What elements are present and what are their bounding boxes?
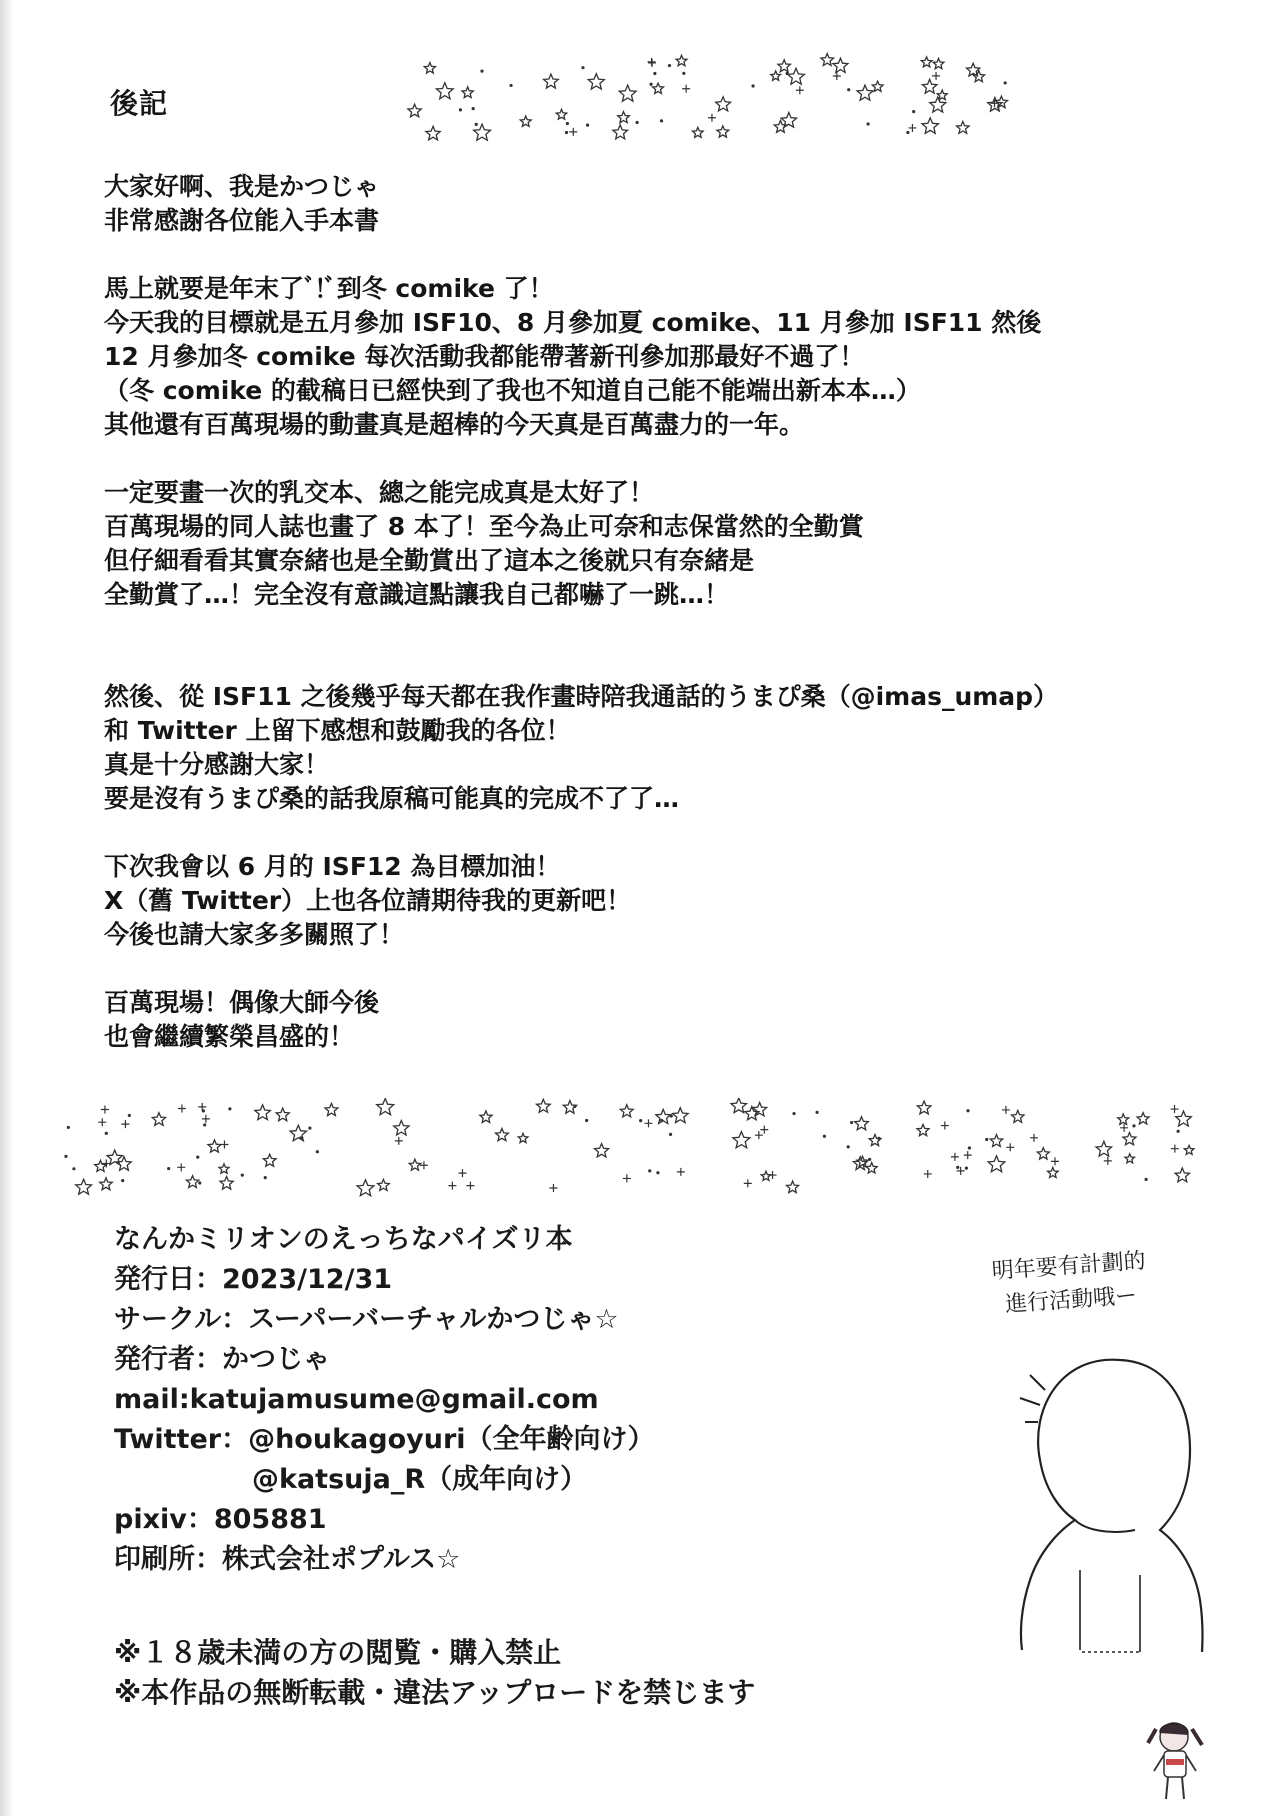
sparkle-glyph	[708, 114, 716, 122]
star-glyph	[186, 1176, 198, 1188]
star-glyph	[619, 85, 636, 101]
star-glyph	[409, 1159, 421, 1170]
star-glyph	[872, 81, 883, 91]
dot-glyph	[241, 1174, 244, 1177]
star-glyph	[520, 116, 531, 126]
dot-glyph	[966, 1109, 969, 1112]
circle-name: サークル：スーパーバーチャルかつじゃ☆	[114, 1304, 619, 1335]
star-glyph	[745, 1107, 759, 1120]
dot-glyph	[956, 1166, 959, 1169]
dot-glyph	[1132, 1124, 1135, 1127]
middle-star-decoration	[50, 1098, 1200, 1198]
dot-glyph	[566, 122, 569, 125]
sparkle-glyph	[644, 1119, 652, 1127]
star-glyph	[394, 1121, 409, 1136]
star-glyph	[788, 68, 805, 84]
twitter-account-all-ages: Twitter：@houkagoyuri（全年齢向け）	[114, 1424, 655, 1455]
star-glyph	[1096, 1141, 1112, 1156]
star-glyph	[620, 1105, 633, 1117]
text-line: 12 月參加冬 comike 每次活動我都能帶著新刊參加那最好不過了！	[104, 342, 865, 371]
star-glyph	[733, 1132, 750, 1148]
star-glyph	[990, 1135, 1003, 1147]
star-glyph	[219, 1164, 229, 1174]
text-line: 其他還有百萬現場的動畫真是超棒的今天真是百萬盡力的一年。	[104, 410, 805, 439]
sparkle-glyph	[420, 1161, 428, 1169]
text-line: 全勤賞了…！完全沒有意識這點讓我自己都嚇了一跳…！	[104, 580, 730, 609]
star-glyph	[544, 74, 559, 88]
dot-glyph	[316, 1150, 319, 1153]
star-glyph	[100, 1178, 113, 1190]
sparkle-glyph	[951, 1153, 959, 1161]
dot-glyph	[1145, 1178, 1148, 1181]
dot-glyph	[815, 1111, 818, 1114]
printer: 印刷所：株式会社ポプルス☆	[114, 1544, 461, 1575]
dot-glyph	[475, 123, 478, 126]
dot-glyph	[105, 1132, 108, 1135]
text-line: 非常感謝各位能入手本書	[104, 206, 380, 235]
paragraph-next-event	[104, 850, 1144, 952]
sparkle-glyph	[569, 128, 577, 136]
dot-glyph	[472, 107, 475, 110]
mail-address: mail:katujamusume@gmail.com	[114, 1384, 599, 1415]
star-glyph	[761, 1171, 771, 1180]
star-glyph	[588, 74, 604, 89]
afterword-heading: 後記	[110, 87, 169, 120]
text-line: 然後、從 ISF11 之後幾乎每天都在我作畫時陪我通話的うまぴ桑（@imas_umap）	[104, 682, 1059, 711]
sparkle-glyph	[1002, 1106, 1010, 1114]
dot-glyph	[264, 1176, 267, 1179]
sparkle-glyph	[1171, 1145, 1179, 1153]
character-sketch	[990, 1330, 1230, 1664]
dot-glyph	[649, 83, 652, 86]
dot-glyph	[196, 1156, 199, 1159]
star-glyph	[656, 1109, 671, 1123]
dot-glyph	[565, 131, 568, 134]
sparkle-glyph	[448, 1182, 456, 1190]
dot-glyph	[128, 1114, 131, 1117]
dot-glyph	[751, 84, 754, 87]
text-line: 百萬現場！偶像大師今後	[104, 988, 380, 1017]
text-line: 今天我的目標就是五月參加 ISF10、8 月參加夏 comike、11 月參加 ISF11 然後	[104, 308, 1042, 337]
paragraph-greeting	[104, 170, 1144, 238]
sparkle-glyph	[198, 1103, 206, 1111]
star-glyph	[833, 58, 848, 72]
star-glyph	[857, 85, 873, 100]
dot-glyph	[167, 1167, 170, 1170]
star-glyph	[855, 1117, 869, 1130]
star-glyph	[921, 57, 932, 67]
dot-glyph	[847, 88, 850, 91]
star-glyph	[357, 1180, 374, 1196]
dot-glyph	[198, 1181, 201, 1184]
sparkle-glyph	[1030, 1134, 1038, 1142]
star-glyph	[208, 1140, 221, 1152]
star-glyph	[95, 1160, 107, 1171]
sparkle-glyph	[121, 1120, 129, 1128]
star-glyph	[378, 1179, 390, 1190]
dot-glyph	[203, 1123, 206, 1126]
sparkle-glyph	[941, 1122, 949, 1130]
text-line: （冬 comike 的截稿日已經快到了我也不知道自己能不能端出新本本…）	[104, 376, 921, 405]
star-glyph	[717, 126, 729, 137]
dot-glyph	[653, 72, 656, 75]
star-glyph	[869, 1135, 881, 1146]
star-glyph	[922, 79, 937, 93]
paragraph-thanks	[104, 680, 1144, 816]
dot-glyph	[459, 108, 462, 111]
star-glyph	[618, 112, 630, 123]
star-glyph	[1048, 1167, 1059, 1177]
star-glyph	[377, 1099, 394, 1115]
sparkle-glyph	[964, 1151, 972, 1159]
sparkle-glyph	[549, 1184, 557, 1192]
dot-glyph	[660, 119, 663, 122]
dot-glyph	[480, 70, 483, 73]
dot-glyph	[866, 122, 869, 125]
star-glyph	[595, 1144, 609, 1157]
dot-glyph	[581, 66, 584, 69]
dot-glyph	[121, 1179, 124, 1182]
handwritten-note	[948, 1242, 1192, 1327]
star-glyph	[107, 1150, 122, 1165]
text-line: 下次我會以 6 月的 ISF12 為目標加油！	[104, 852, 561, 881]
book-title: なんかミリオンのえっちなパイズリ本	[114, 1224, 573, 1255]
dot-glyph	[660, 1119, 663, 1122]
issue-date: 発行日：2023/12/31	[114, 1264, 393, 1295]
text-line: 馬上就要是年末了ﾞ!ﾞ到冬 comike 了！	[104, 274, 554, 303]
star-glyph	[933, 58, 944, 68]
star-glyph	[693, 127, 704, 137]
sparkle-glyph	[755, 1131, 763, 1139]
dot-glyph	[682, 72, 685, 75]
star-glyph	[922, 118, 938, 133]
sparkle-glyph	[202, 1115, 210, 1123]
star-glyph	[290, 1125, 306, 1141]
sparkle-glyph	[833, 72, 841, 80]
dot-glyph	[656, 1171, 659, 1174]
sparkle-glyph	[932, 72, 940, 80]
sparkle-glyph	[1006, 1143, 1014, 1151]
dot-glyph	[648, 1169, 651, 1172]
afterword-body	[104, 170, 1144, 1088]
dot-glyph	[64, 1155, 67, 1158]
star-glyph	[1184, 1145, 1194, 1154]
star-glyph	[263, 1154, 276, 1166]
star-glyph	[462, 87, 473, 98]
star-glyph	[1123, 1133, 1136, 1145]
text-line: 百萬現場的同人誌也畫了 8 本了！至今為止可奈和志保當然的全勤賞	[104, 512, 864, 541]
star-glyph	[424, 63, 435, 74]
star-glyph	[556, 109, 566, 119]
twitter-account-adult: @katsuja_R（成年向け）	[252, 1464, 588, 1495]
sparkle-glyph	[760, 1126, 768, 1134]
star-glyph	[753, 1102, 767, 1115]
text-line: 真是十分感謝大家！	[104, 750, 330, 779]
dot-glyph	[868, 1158, 871, 1161]
star-glyph	[787, 1181, 799, 1193]
sparkle-glyph	[623, 1174, 631, 1182]
star-glyph	[325, 1103, 338, 1115]
star-glyph	[716, 97, 731, 111]
legal-warnings	[114, 1633, 755, 1713]
sparkle-glyph	[466, 1182, 474, 1190]
star-glyph	[957, 122, 970, 134]
star-glyph	[653, 83, 664, 93]
star-glyph	[673, 1108, 689, 1123]
sparkle-glyph	[682, 85, 690, 93]
star-glyph	[821, 54, 834, 66]
star-glyph	[917, 1124, 929, 1135]
star-glyph	[152, 1113, 165, 1126]
star-glyph	[1118, 1114, 1129, 1125]
sparkle-glyph	[924, 1170, 932, 1178]
publisher: 発行者：かつじゃ	[114, 1344, 330, 1375]
dot-glyph	[1004, 81, 1007, 84]
sparkle-glyph	[1104, 1157, 1112, 1165]
star-glyph	[255, 1105, 270, 1120]
star-glyph	[1175, 1168, 1189, 1182]
dot-glyph	[668, 64, 671, 67]
star-glyph	[1125, 1154, 1135, 1163]
sparkle-glyph	[677, 1168, 685, 1176]
star-glyph	[917, 1101, 931, 1114]
text-line: X（舊 Twitter）上也各位請期待我的更新吧！	[104, 886, 632, 915]
paragraph-book-notes	[104, 476, 1144, 612]
dot-glyph	[847, 1145, 850, 1148]
star-glyph	[276, 1108, 289, 1121]
star-glyph	[1176, 1111, 1192, 1126]
star-glyph	[537, 1099, 551, 1112]
star-glyph	[731, 1098, 747, 1113]
dot-glyph	[823, 1135, 826, 1138]
sparkle-glyph	[98, 1118, 106, 1126]
star-glyph	[408, 104, 421, 117]
star-glyph	[613, 125, 628, 139]
dot-glyph	[509, 84, 512, 87]
note-line: 進行活動哦ー	[1004, 1283, 1138, 1318]
dot-glyph	[573, 1105, 576, 1108]
sparkle-glyph	[648, 58, 656, 66]
star-glyph	[676, 55, 687, 65]
text-line: 今後也請大家多多關照了！	[104, 920, 405, 949]
star-glyph	[496, 1129, 509, 1141]
paragraph-year-end	[104, 272, 1144, 442]
dot-glyph	[792, 1112, 795, 1115]
dot-glyph	[639, 1119, 642, 1122]
dot-glyph	[72, 1167, 75, 1170]
star-glyph	[518, 1133, 528, 1142]
dot-glyph	[985, 1138, 988, 1141]
sparkle-glyph	[395, 1137, 403, 1145]
star-glyph	[771, 71, 781, 80]
star-glyph	[480, 1111, 492, 1123]
copyright-warning: ※本作品の無断転載・違法アップロードを禁じます	[114, 1676, 756, 1709]
dot-glyph	[586, 124, 589, 127]
sparkle-glyph	[101, 1106, 109, 1114]
sparkle-glyph	[796, 86, 804, 94]
dot-glyph	[786, 72, 789, 75]
text-line: 也會繼續繁榮昌盛的！	[104, 1022, 355, 1051]
star-glyph	[426, 126, 440, 140]
star-glyph	[1012, 1110, 1025, 1122]
dot-glyph	[308, 1126, 311, 1129]
dot-glyph	[228, 1107, 231, 1110]
star-glyph	[436, 83, 453, 99]
dot-glyph	[635, 121, 638, 124]
text-line: 和 Twitter 上留下感想和鼓勵我的各位！	[104, 716, 571, 745]
star-glyph	[474, 124, 491, 140]
dot-glyph	[202, 1109, 205, 1112]
star-glyph	[1137, 1113, 1149, 1124]
page-edge-shadow	[0, 0, 14, 1816]
dot-glyph	[912, 110, 915, 113]
text-line: 大家好啊、我是かつじゃ	[104, 172, 380, 201]
star-glyph	[1037, 1148, 1049, 1159]
sparkle-glyph	[177, 1163, 185, 1171]
colophon	[114, 1220, 894, 1580]
star-glyph	[988, 1156, 1005, 1172]
sparkle-glyph	[769, 1171, 777, 1179]
star-glyph	[220, 1177, 233, 1190]
paragraph-closing	[104, 986, 1144, 1054]
sparkle-glyph	[908, 124, 916, 132]
dot-glyph	[585, 1119, 588, 1122]
age-restriction-warning: ※１８歳未満の方の閲覧・購入禁止	[114, 1636, 562, 1669]
sparkle-glyph	[1051, 1157, 1059, 1165]
dot-glyph	[906, 131, 909, 134]
dot-glyph	[965, 1167, 968, 1170]
sparkle-glyph	[1171, 1105, 1179, 1113]
text-line: 但仔細看看其實奈緒也是全勤賞出了這本之後就只有奈緒是	[104, 546, 755, 575]
star-glyph	[76, 1179, 92, 1194]
text-line: 要是沒有うまぴ桑的話我原稿可能真的完成不了了…	[104, 784, 680, 813]
dot-glyph	[850, 1121, 853, 1124]
dot-glyph	[669, 1133, 672, 1136]
dot-glyph	[968, 1146, 971, 1149]
chibi-figure-illustration	[1140, 1715, 1210, 1809]
pixiv-id: pixiv：805881	[114, 1504, 327, 1535]
sparkle-glyph	[178, 1104, 186, 1112]
text-line: 一定要畫一次的乳交本、總之能完成真是太好了！	[104, 478, 655, 507]
star-glyph	[778, 60, 791, 72]
note-line: 明年要有計劃的	[991, 1248, 1147, 1285]
top-star-decoration	[400, 52, 1040, 142]
sparkle-glyph	[458, 1169, 466, 1177]
dot-glyph	[67, 1126, 70, 1129]
star-glyph	[973, 71, 985, 82]
sparkle-glyph	[744, 1179, 752, 1187]
star-glyph	[866, 1163, 877, 1173]
dot-glyph	[1177, 1130, 1180, 1133]
